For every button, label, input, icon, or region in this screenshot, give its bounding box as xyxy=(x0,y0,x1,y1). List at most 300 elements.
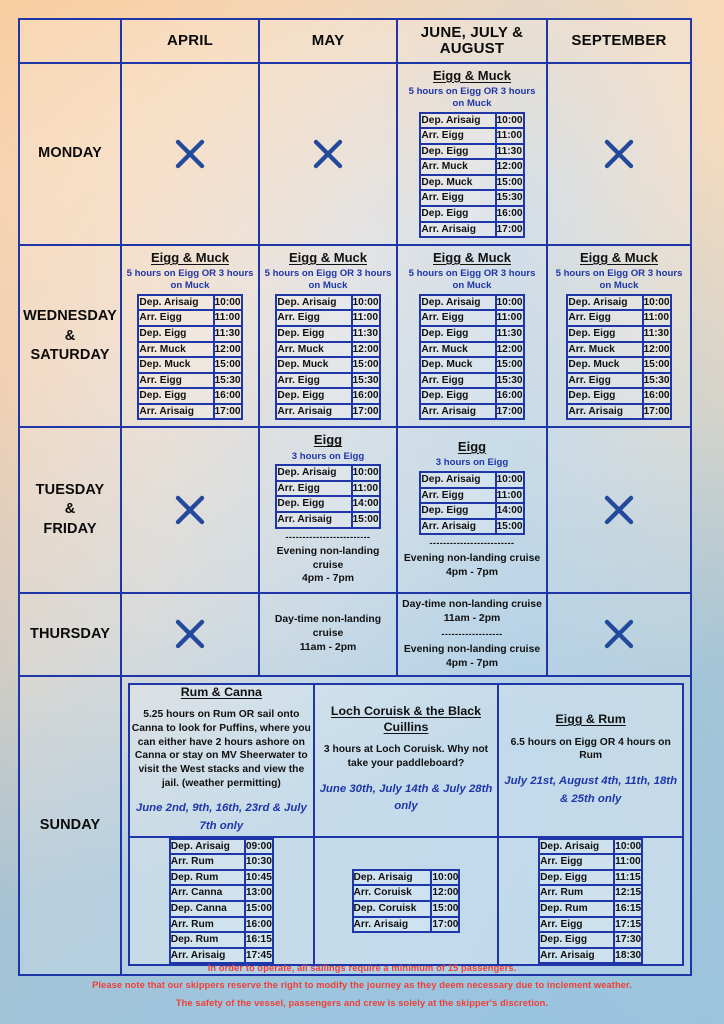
timetable-row xyxy=(19,593,691,676)
trip-schedule xyxy=(137,294,242,421)
schedule-leg: Arr. Eigg xyxy=(567,373,642,389)
schedule-time: 17:00 xyxy=(431,917,459,933)
schedule-time: 17:00 xyxy=(496,222,524,238)
schedule-row xyxy=(567,373,670,389)
schedule-leg: Dep. Arisaig xyxy=(420,472,495,488)
trip-schedule xyxy=(419,112,524,239)
schedule-leg: Dep. Rum xyxy=(539,901,614,917)
schedule-wrapper xyxy=(315,869,498,933)
schedule-leg: Arr. Eigg xyxy=(420,128,495,144)
schedule-time: 10:00 xyxy=(496,113,524,129)
header-month-4 xyxy=(547,19,691,63)
trip-subtitle: 5 hours on Eigg OR 3 hours on Muck xyxy=(555,268,683,292)
schedule-leg: Arr. Muck xyxy=(420,342,495,358)
schedule-time: 16:00 xyxy=(496,206,524,222)
cell-r0-c2 xyxy=(397,63,547,245)
schedule-time: 15:30 xyxy=(214,373,242,389)
schedule-time: 10:00 xyxy=(214,295,242,311)
schedule-time: 15:00 xyxy=(496,357,524,373)
schedule-leg: Dep. Arisaig xyxy=(420,295,495,311)
schedule-leg: Dep. Arisaig xyxy=(539,839,614,855)
schedule-leg: Dep. Muck xyxy=(567,357,642,373)
schedule-time: 10:00 xyxy=(352,295,380,311)
header-row xyxy=(19,19,691,63)
schedule-row xyxy=(276,310,379,326)
trip-title: Eigg & Muck xyxy=(432,250,511,266)
schedule-row xyxy=(353,870,460,886)
schedule-row xyxy=(353,917,460,933)
schedule-wrapper xyxy=(499,838,682,965)
trip-schedule xyxy=(419,294,524,421)
schedule-leg: Dep. Eigg xyxy=(539,932,614,948)
schedule-row xyxy=(170,885,273,901)
schedule-time: 15:00 xyxy=(496,175,524,191)
schedule-time: 14:00 xyxy=(496,503,524,519)
trip-title: Eigg & Muck xyxy=(432,68,511,83)
sunday-schedule-2 xyxy=(314,837,499,966)
schedule-row xyxy=(138,295,241,311)
schedule-row xyxy=(420,404,523,420)
cell-r1-c2 xyxy=(397,245,547,427)
cell-r2-c2 xyxy=(397,427,547,593)
schedule-leg: Arr. Muck xyxy=(567,342,642,358)
schedule-divider: ------------------------- xyxy=(429,538,515,549)
schedule-row xyxy=(539,932,642,948)
trip-subtitle: 3 hours on Eigg xyxy=(435,457,509,469)
sunday-panel-title: Eigg & Rum xyxy=(555,711,626,726)
schedule-time: 17:00 xyxy=(496,404,524,420)
schedule-row xyxy=(567,357,670,373)
cell-r1-c1 xyxy=(259,245,397,427)
schedule-leg: Dep. Eigg xyxy=(420,388,495,404)
trip-subtitle: 5 hours on Eigg OR 3 hours on Muck xyxy=(126,268,254,292)
schedule-row xyxy=(170,870,273,886)
schedule-time: 13:00 xyxy=(245,885,273,901)
schedule-time: 12:00 xyxy=(496,342,524,358)
timetable-row xyxy=(19,63,691,245)
schedule-time: 12:00 xyxy=(643,342,671,358)
schedule-leg: Arr. Arisaig xyxy=(539,948,614,964)
schedule-row xyxy=(138,404,241,420)
schedule-leg: Dep. Eigg xyxy=(276,388,351,404)
schedule-time: 11:30 xyxy=(643,326,671,342)
schedule-leg: Arr. Eigg xyxy=(276,310,351,326)
schedule-row xyxy=(420,175,523,191)
schedule-row xyxy=(420,222,523,238)
schedule-leg: Arr. Muck xyxy=(276,342,351,358)
cruise-line: 11am - 2pm xyxy=(443,612,501,624)
schedule-row xyxy=(276,388,379,404)
cell-r3-c1 xyxy=(259,593,397,676)
schedule-row xyxy=(170,948,273,964)
trip-schedule xyxy=(566,294,671,421)
trip-block-eigg_muck xyxy=(398,246,546,426)
schedule-time: 17:00 xyxy=(643,404,671,420)
schedule-time: 11:00 xyxy=(496,128,524,144)
schedule-time: 12:00 xyxy=(352,342,380,358)
schedule-row xyxy=(420,472,523,488)
evening-cruise-time: 4pm - 7pm xyxy=(446,566,498,578)
table-header xyxy=(19,19,691,63)
cruise-line: 11am - 2pm xyxy=(299,642,357,654)
schedule-row xyxy=(420,310,523,326)
schedule-time: 11:30 xyxy=(352,326,380,342)
schedule-time: 12:00 xyxy=(496,159,524,175)
schedule-row xyxy=(567,342,670,358)
trip-block-eigg xyxy=(398,435,546,585)
header-month-3 xyxy=(397,19,547,63)
schedule-row xyxy=(420,159,523,175)
schedule-leg: Arr. Eigg xyxy=(420,190,495,206)
schedule-leg: Arr. Arisaig xyxy=(138,404,213,420)
schedule-time: 17:45 xyxy=(245,948,273,964)
evening-cruise-label: Evening non-landing cruise xyxy=(403,553,541,565)
schedule-leg: Arr. Eigg xyxy=(420,373,495,389)
footer-notes xyxy=(0,962,724,1014)
sunday-panel-1 xyxy=(129,684,314,837)
day-label: THURSDAY xyxy=(29,625,111,642)
schedule-leg: Dep. Eigg xyxy=(420,144,495,160)
schedule-time: 11:00 xyxy=(496,488,524,504)
schedule-leg: Arr. Arisaig xyxy=(276,404,351,420)
schedule-row xyxy=(170,854,273,870)
trip-schedule xyxy=(419,471,524,535)
schedule-time: 10:00 xyxy=(431,870,459,886)
cell-r2-c0 xyxy=(121,427,259,593)
schedule-time: 10:30 xyxy=(245,854,273,870)
cruise-block xyxy=(398,594,546,675)
schedule-row xyxy=(420,206,523,222)
cell-r3-c2 xyxy=(397,593,547,676)
schedule-row xyxy=(539,839,642,855)
no-sailing-cell xyxy=(260,137,396,171)
schedule-row xyxy=(170,901,273,917)
schedule-leg: Arr. Eigg xyxy=(567,310,642,326)
schedule-leg: Dep. Eigg xyxy=(567,388,642,404)
spacer xyxy=(315,771,498,781)
schedule-leg: Dep. Rum xyxy=(170,870,245,886)
sunday-schedule-table xyxy=(352,869,461,933)
schedule-leg: Dep. Muck xyxy=(138,357,213,373)
sunday-schedule-table xyxy=(538,838,643,965)
schedule-time: 11:00 xyxy=(352,310,380,326)
sunday-panel-2 xyxy=(314,684,499,837)
day-label: MONDAY xyxy=(38,145,102,162)
schedule-row xyxy=(539,854,642,870)
no-sailing-cell xyxy=(122,137,258,171)
schedule-leg: Dep. Canna xyxy=(170,901,245,917)
schedule-row xyxy=(276,326,379,342)
trip-title: Eigg xyxy=(313,432,343,448)
schedule-row xyxy=(539,870,642,886)
schedule-row xyxy=(567,404,670,420)
schedule-leg: Arr. Muck xyxy=(420,159,495,175)
header-month-label: SEPTEMBER xyxy=(571,31,667,49)
schedule-row xyxy=(138,357,241,373)
schedule-row xyxy=(567,326,670,342)
schedule-row xyxy=(420,488,523,504)
schedule-row xyxy=(353,901,460,917)
footer-line-2: Please note that our skippers reserve the right to modify the journey as they deem necessary due to inclement weather. xyxy=(92,980,632,991)
no-sailing-cell xyxy=(122,493,258,527)
schedule-time: 16:00 xyxy=(643,388,671,404)
cell-r1-c3 xyxy=(547,245,691,427)
cruise-block xyxy=(260,609,396,659)
sunday-panels-cell xyxy=(121,676,691,976)
trip-schedule xyxy=(275,464,380,528)
schedule-leg: Dep. Eigg xyxy=(539,870,614,886)
schedule-leg: Dep. Muck xyxy=(420,357,495,373)
trip-subtitle: 5 hours on Eigg OR 3 hours on Muck xyxy=(264,268,392,292)
schedule-leg: Arr. Arisaig xyxy=(276,512,351,528)
schedule-row xyxy=(420,190,523,206)
schedule-time: 10:00 xyxy=(643,295,671,311)
schedule-row xyxy=(353,885,460,901)
schedule-leg: Dep. Eigg xyxy=(420,503,495,519)
schedule-leg: Arr. Rum xyxy=(170,854,245,870)
day-label-cell xyxy=(19,676,121,976)
day-label: SUNDAY xyxy=(39,816,101,833)
timetable-row xyxy=(19,427,691,593)
no-sailing-cell xyxy=(548,617,690,651)
schedule-leg: Dep. Eigg xyxy=(138,326,213,342)
header-month-2 xyxy=(259,19,397,63)
schedule-leg: Arr. Rum xyxy=(539,885,614,901)
cell-r1-c0 xyxy=(121,245,259,427)
schedule-row xyxy=(420,295,523,311)
trip-block-eigg_muck xyxy=(122,246,258,426)
timetable-row xyxy=(19,245,691,427)
schedule-time: 17:00 xyxy=(214,404,242,420)
cell-r2-c1 xyxy=(259,427,397,593)
footer-line-3: The safety of the vessel, passengers and crew is solely at the skipper's discretion. xyxy=(175,997,549,1008)
day-label-cell xyxy=(19,593,121,676)
schedule-leg: Dep. Arisaig xyxy=(170,839,245,855)
schedule-leg: Dep. Arisaig xyxy=(276,465,351,481)
cell-r2-c3 xyxy=(547,427,691,593)
sunday-panel-dates: June 2nd, 9th, 16th, 23rd & July 7th only xyxy=(135,802,307,833)
schedule-time: 16:00 xyxy=(352,388,380,404)
cell-r3-c3 xyxy=(547,593,691,676)
schedule-time: 10:00 xyxy=(496,472,524,488)
schedule-row xyxy=(420,388,523,404)
schedule-row xyxy=(539,917,642,933)
schedule-row xyxy=(138,326,241,342)
trip-subtitle: 5 hours on Eigg OR 3 hours on Muck xyxy=(408,86,536,109)
trip-title: Eigg & Muck xyxy=(579,250,658,266)
trip-schedule xyxy=(275,294,380,421)
cell-r3-c0 xyxy=(121,593,259,676)
schedule-time: 12:15 xyxy=(614,885,642,901)
schedule-row xyxy=(420,373,523,389)
schedule-row xyxy=(539,885,642,901)
schedule-leg: Dep. Eigg xyxy=(420,326,495,342)
schedule-row xyxy=(420,357,523,373)
sunday-panel-description: 6.5 hours on Eigg OR 4 hours on Rum xyxy=(510,736,671,762)
schedule-leg: Dep. Eigg xyxy=(420,206,495,222)
schedule-row xyxy=(276,373,379,389)
x-cross-icon xyxy=(602,617,636,651)
timetable-row-sunday xyxy=(19,676,691,976)
cruise-line: 4pm - 7pm xyxy=(446,657,498,669)
no-sailing-cell xyxy=(548,137,690,171)
schedule-row xyxy=(276,481,379,497)
schedule-leg: Dep. Arisaig xyxy=(567,295,642,311)
schedule-time: 15:00 xyxy=(352,357,380,373)
schedule-leg: Dep. Arisaig xyxy=(276,295,351,311)
schedule-time: 09:00 xyxy=(245,839,273,855)
schedule-time: 11:00 xyxy=(352,481,380,497)
schedule-leg: Arr. Eigg xyxy=(420,488,495,504)
schedule-time: 15:30 xyxy=(496,373,524,389)
header-month-1 xyxy=(121,19,259,63)
sunday-panel-dates: July 21st, August 4th, 11th, 18th & 25th only xyxy=(504,774,678,805)
day-label: WEDNESDAY & SATURDAY xyxy=(23,308,117,363)
schedule-leg: Dep. Eigg xyxy=(138,388,213,404)
schedule-time: 14:00 xyxy=(352,496,380,512)
schedule-row xyxy=(138,310,241,326)
cruise-line: Evening non-landing cruise xyxy=(403,643,541,655)
cell-r0-c3 xyxy=(547,63,691,245)
sunday-panel-title: Rum & Canna xyxy=(180,684,262,699)
trip-title: Eigg & Muck xyxy=(288,250,367,266)
schedule-leg: Arr. Eigg xyxy=(138,310,213,326)
schedule-leg: Arr. Eigg xyxy=(138,373,213,389)
sunday-panel-dates: June 30th, July 14th & July 28th only xyxy=(319,782,493,813)
schedule-leg: Arr. Eigg xyxy=(420,310,495,326)
schedule-row xyxy=(276,512,379,528)
schedule-leg: Dep. Muck xyxy=(276,357,351,373)
schedule-time: 15:30 xyxy=(643,373,671,389)
schedule-leg: Arr. Arisaig xyxy=(170,948,245,964)
schedule-row xyxy=(539,948,642,964)
cell-r0-c1 xyxy=(259,63,397,245)
schedule-time: 12:00 xyxy=(431,885,459,901)
schedule-time: 17:15 xyxy=(614,917,642,933)
schedule-row xyxy=(567,310,670,326)
header-month-label: JUNE, JULY & AUGUST xyxy=(420,23,524,57)
schedule-leg: Dep. Eigg xyxy=(276,496,351,512)
schedule-leg: Arr. Eigg xyxy=(276,373,351,389)
schedule-row xyxy=(420,144,523,160)
sunday-inner-table xyxy=(128,683,684,967)
schedule-time: 11:00 xyxy=(614,854,642,870)
schedule-leg: Arr. Arisaig xyxy=(567,404,642,420)
sunday-panel-description: 5.25 hours on Rum OR sail onto Canna to look for Puffins, where you can either have 2 hours ashore on Canna or stay on MV Sheerwater to visit the West stacks and view the jail. (weather permitting) xyxy=(131,709,311,789)
day-label-cell xyxy=(19,245,121,427)
cruise-line: Day-time non-landing cruise xyxy=(274,614,382,640)
header-month-label: APRIL xyxy=(167,31,213,49)
schedule-time: 11:00 xyxy=(496,310,524,326)
schedule-time: 15:00 xyxy=(352,512,380,528)
schedule-leg: Dep. Coruisk xyxy=(353,901,432,917)
sunday-panel-description: 3 hours at Loch Coruisk. Why not take your paddleboard? xyxy=(323,744,489,770)
schedule-time: 10:45 xyxy=(245,870,273,886)
schedule-time: 16:00 xyxy=(496,388,524,404)
schedule-leg: Arr. Eigg xyxy=(276,481,351,497)
schedule-row xyxy=(138,388,241,404)
schedule-row xyxy=(420,503,523,519)
schedule-time: 11:15 xyxy=(614,870,642,886)
schedule-time: 15:30 xyxy=(352,373,380,389)
schedule-leg: Dep. Arisaig xyxy=(138,295,213,311)
schedule-row xyxy=(567,295,670,311)
day-label-cell xyxy=(19,427,121,593)
schedule-leg: Arr. Eigg xyxy=(539,917,614,933)
schedule-row xyxy=(420,519,523,535)
trip-block-eigg_muck xyxy=(398,64,546,244)
spacer xyxy=(499,763,682,773)
schedule-leg: Arr. Coruisk xyxy=(353,885,432,901)
schedule-leg: Arr. Arisaig xyxy=(420,404,495,420)
sunday-schedule-table xyxy=(169,838,274,965)
schedule-row xyxy=(170,839,273,855)
trip-block-eigg_muck xyxy=(548,246,690,426)
schedule-row xyxy=(420,342,523,358)
trip-block-eigg_muck xyxy=(260,246,396,426)
sunday-schedule-3 xyxy=(498,837,683,966)
schedule-row xyxy=(420,128,523,144)
sunday-panel-title: Loch Coruisk & the Black Cuillins xyxy=(330,704,482,734)
schedule-time: 17:30 xyxy=(614,932,642,948)
schedule-time: 11:30 xyxy=(214,326,242,342)
schedule-time: 11:30 xyxy=(496,144,524,160)
schedule-leg: Dep. Muck xyxy=(420,175,495,191)
schedule-time: 10:00 xyxy=(496,295,524,311)
x-cross-icon xyxy=(311,137,345,171)
trip-subtitle: 3 hours on Eigg xyxy=(291,450,365,462)
schedule-time: 18:30 xyxy=(614,948,642,964)
schedule-row xyxy=(276,295,379,311)
trip-title: Eigg xyxy=(457,439,487,455)
day-label: TUESDAY & FRIDAY xyxy=(35,482,105,537)
sunday-schedules-row xyxy=(129,837,683,966)
x-cross-icon xyxy=(173,493,207,527)
schedule-time: 12:00 xyxy=(214,342,242,358)
evening-cruise-label: Evening non-landing cruise xyxy=(276,546,380,571)
schedule-row xyxy=(276,465,379,481)
schedule-time: 15:00 xyxy=(214,357,242,373)
schedule-row xyxy=(138,373,241,389)
schedule-row xyxy=(276,357,379,373)
schedule-row xyxy=(567,388,670,404)
sunday-descriptions-row xyxy=(129,684,683,837)
x-cross-icon xyxy=(602,493,636,527)
schedule-leg: Dep. Eigg xyxy=(567,326,642,342)
x-cross-icon xyxy=(173,617,207,651)
schedule-time: 16:15 xyxy=(614,901,642,917)
schedule-leg: Dep. Eigg xyxy=(276,326,351,342)
schedule-row xyxy=(170,917,273,933)
schedule-divider: ------------------------- xyxy=(285,531,371,542)
sunday-panel-3 xyxy=(498,684,683,837)
schedule-leg: Arr. Arisaig xyxy=(420,519,495,535)
day-label-cell xyxy=(19,63,121,245)
schedule-time: 10:00 xyxy=(352,465,380,481)
cell-r0-c0 xyxy=(121,63,259,245)
schedule-leg: Arr. Muck xyxy=(138,342,213,358)
schedule-leg: Dep. Rum xyxy=(170,932,245,948)
schedule-time: 15:30 xyxy=(496,190,524,206)
cruise-line: Day-time non-landing cruise xyxy=(402,598,542,610)
schedule-leg: Arr. Canna xyxy=(170,885,245,901)
schedule-time: 17:00 xyxy=(352,404,380,420)
trip-subtitle: 5 hours on Eigg OR 3 hours on Muck xyxy=(408,268,536,292)
schedule-leg: Arr. Arisaig xyxy=(353,917,432,933)
schedule-row xyxy=(420,326,523,342)
trip-block-eigg xyxy=(260,428,396,592)
schedule-time: 15:00 xyxy=(431,901,459,917)
